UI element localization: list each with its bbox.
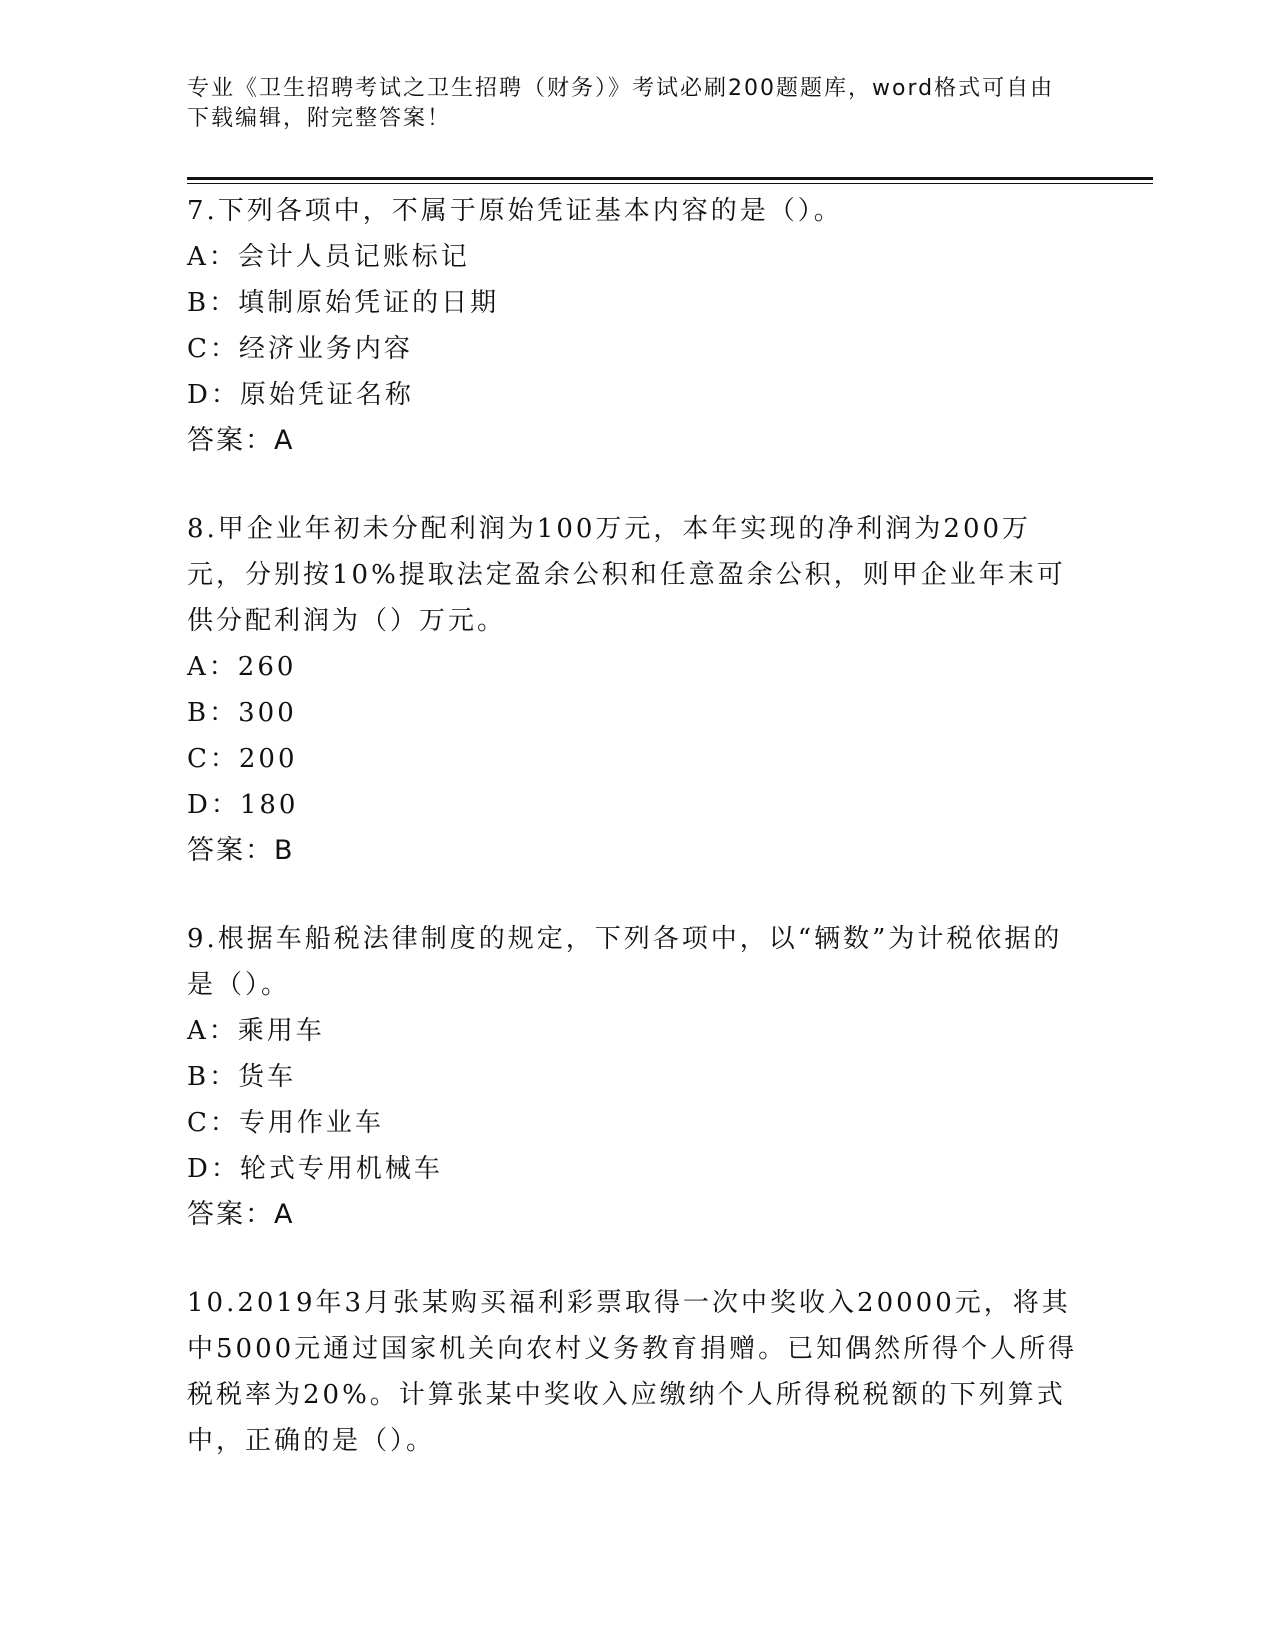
question-8	[187, 506, 1087, 874]
option-b: B：300	[187, 698, 297, 728]
option-a: A：乘用车	[187, 1016, 325, 1046]
option-c: C：200	[187, 744, 298, 774]
question-stem: 7.下列各项中，不属于原始凭证基本内容的是（）。	[187, 196, 843, 226]
answer: 答案：B	[187, 835, 295, 866]
question-7	[187, 188, 1087, 464]
question-stem: 10.2019年3月张某购买福利彩票取得一次中奖收入20000元，将其中5000元通过国家机关向农村义务教育捐赠。已知偶然所得个人所得税税率为20%。计算张某中奖收入应缴纳个人所得税税额的下列算式中，正确的是（）。	[187, 1288, 1078, 1456]
answer: 答案：A	[187, 425, 295, 456]
question-list	[187, 188, 1087, 1506]
option-a: A：260	[187, 652, 297, 682]
option-a: A：会计人员记账标记	[187, 242, 470, 272]
option-d: D：轮式专用机械车	[187, 1154, 443, 1184]
document-header: 专业《卫生招聘考试之卫生招聘（财务）》考试必刷200题题库，word格式可自由下载编辑，附完整答案！	[187, 76, 1055, 131]
question-9	[187, 916, 1087, 1238]
option-b: B：填制原始凭证的日期	[187, 288, 500, 318]
option-c: C：经济业务内容	[187, 334, 413, 364]
question-stem: 9.根据车船税法律制度的规定，下列各项中，以“辆数”为计税依据的是（）。	[187, 924, 1063, 1000]
option-d: D：原始凭证名称	[187, 380, 414, 410]
question-10	[187, 1280, 1087, 1464]
option-c: C：专用作业车	[187, 1108, 384, 1138]
header-divider-thin	[187, 183, 1153, 184]
header-divider-thick	[187, 177, 1153, 180]
answer: 答案：A	[187, 1199, 295, 1230]
option-b: B：货车	[187, 1062, 297, 1092]
option-d: D：180	[187, 790, 299, 820]
question-stem: 8.甲企业年初未分配利润为100万元，本年实现的净利润为200万元，分别按10%提取法定盈余公积和任意盈余公积，则甲企业年末可供分配利润为（）万元。	[187, 514, 1066, 636]
